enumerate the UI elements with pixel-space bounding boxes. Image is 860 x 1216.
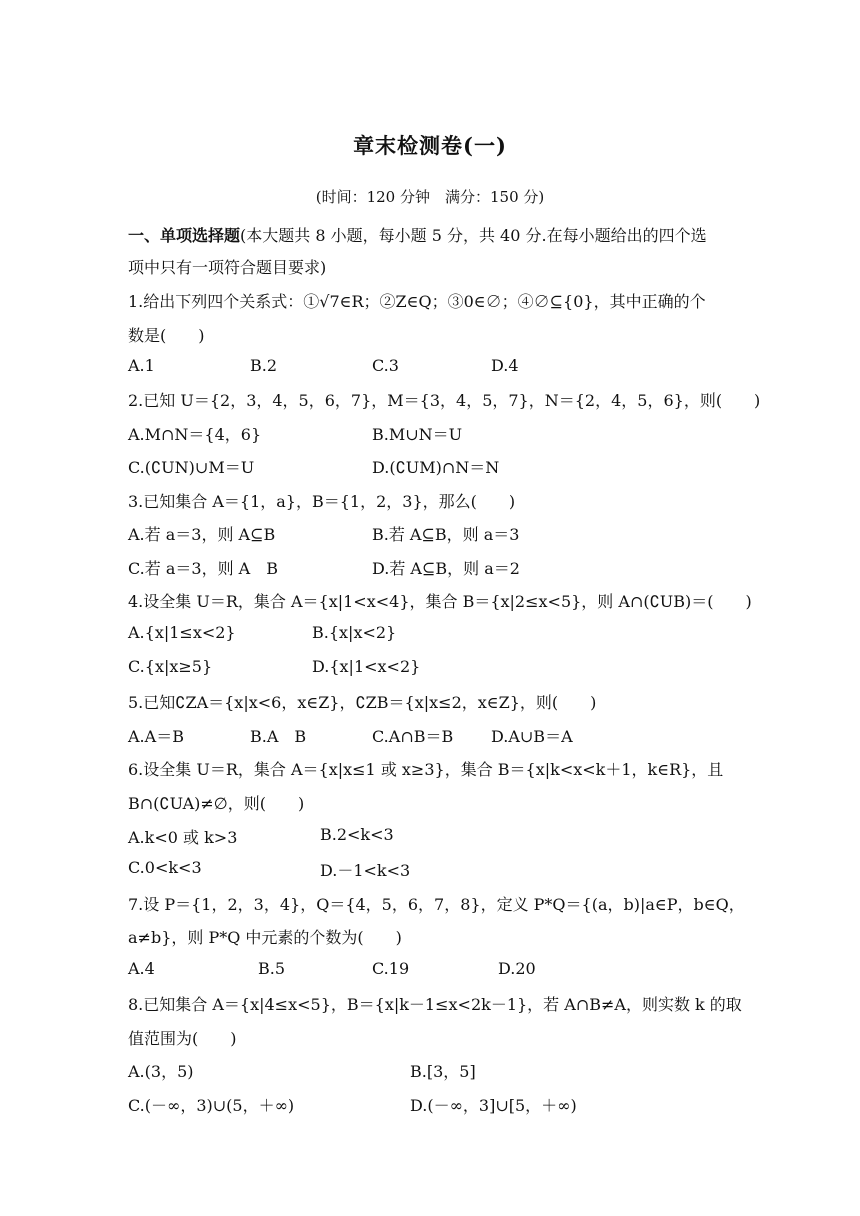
question-4-text: 4.设全集 U＝R，集合 A＝{x|1<x<4}，集合 B＝{x|2≤x<5}，则 A∩(∁UB)＝( ) (128, 592, 752, 611)
question-8-text-cont: 值范围为( ) (128, 1029, 237, 1048)
q6-option-b: B.2<k<3 (320, 825, 394, 844)
q4-option-d: D.{x|1<x<2} (312, 657, 421, 676)
q4-option-a: A.{x|1≤x<2} (128, 623, 236, 642)
q3-option-b: B.若 A⊆B，则 a＝3 (372, 525, 520, 544)
exam-info: (时间：120 分钟 满分：150 分) (315, 188, 545, 206)
q2-option-a: A.M∩N＝{4，6} (128, 425, 262, 444)
question-3-text: 3.已知集合 A＝{1，a}，B＝{1，2，3}，那么( ) (128, 492, 516, 511)
q7-option-b: B.5 (258, 959, 286, 978)
q5-option-c: C.A∩B＝B (372, 727, 454, 746)
q7-option-d: D.20 (498, 959, 536, 978)
question-1-text: 1.给出下列四个关系式：①√7∈R；②Z∈Q；③0∈∅；④∅⊆{0}，其中正确的个 (128, 292, 706, 311)
q3-option-d: D.若 A⊆B，则 a＝2 (372, 559, 520, 578)
q3-option-c: C.若 a＝3，则 A B (128, 559, 278, 578)
question-5-text: 5.已知∁ZA＝{x|x<6，x∈Z}，∁ZB＝{x|x≤2，x∈Z}，则( ) (128, 693, 597, 712)
q4-option-b: B.{x|x<2} (312, 623, 397, 642)
q1-option-b: B.2 (250, 356, 278, 375)
q2-option-c: C.(∁UN)∪M＝U (128, 458, 255, 477)
question-8-text: 8.已知集合 A＝{x|4≤x<5}，B＝{x|k－1≤x<2k－1}，若 A∩B≠A，则实数 k 的取 (128, 995, 742, 1014)
section-label: 一、单项选择题 (128, 226, 241, 245)
q6-option-c: C.0<k<3 (128, 858, 202, 877)
q1-option-d: D.4 (491, 356, 519, 375)
q8-option-c: C.(－∞，3)∪(5，＋∞) (128, 1096, 295, 1115)
section-desc-line1: (本大题共 8 小题，每小题 5 分，共 40 分.在每小题给出的四个选 (240, 226, 707, 245)
q1-option-a: A.1 (128, 356, 155, 375)
q6-option-d: D.－1<k<3 (320, 861, 411, 880)
section-desc-line2: 项中只有一项符合题目要求) (128, 258, 327, 277)
question-2-text: 2.已知 U＝{2，3，4，5，6，7}，M＝{3，4，5，7}，N＝{2，4，5，6}，则( ) (128, 391, 761, 410)
question-1-text-cont: 数是( ) (128, 326, 205, 345)
question-7-text: 7.设 P＝{1，2，3，4}，Q＝{4，5，6，7，8}，定义 P*Q＝{(a，b)|a∈P，b∈Q， (128, 895, 745, 914)
question-6-text-cont: B∩(∁UA)≠∅，则( ) (128, 794, 305, 813)
q7-option-c: C.19 (372, 959, 410, 978)
q1-option-c: C.3 (372, 356, 399, 375)
q2-option-b: B.M∪N＝U (372, 425, 463, 444)
q2-option-d: D.(∁UM)∩N＝N (372, 458, 500, 477)
q5-option-d: D.A∪B＝A (491, 727, 573, 746)
q4-option-c: C.{x|x≥5} (128, 657, 213, 676)
q6-option-a: A.k<0 或 k>3 (128, 828, 238, 847)
question-6-text: 6.设全集 U＝R，集合 A＝{x|x≤1 或 x≥3}，集合 B＝{x|k<x<k＋1，k∈R}，且 (128, 760, 724, 779)
q8-option-d: D.(－∞，3]∪[5，＋∞) (410, 1096, 577, 1115)
q5-option-a: A.A＝B (128, 727, 184, 746)
page-title: 章末检测卷(一) (353, 133, 507, 158)
q3-option-a: A.若 a＝3，则 A⊆B (128, 525, 276, 544)
section-heading (128, 223, 740, 246)
question-7-text-cont: a≠b}，则 P*Q 中元素的个数为( ) (128, 928, 402, 947)
q7-option-a: A.4 (128, 959, 155, 978)
q8-option-a: A.(3，5) (128, 1062, 194, 1081)
q8-option-b: B.[3，5] (410, 1062, 476, 1081)
q5-option-b: B.A B (250, 727, 307, 746)
